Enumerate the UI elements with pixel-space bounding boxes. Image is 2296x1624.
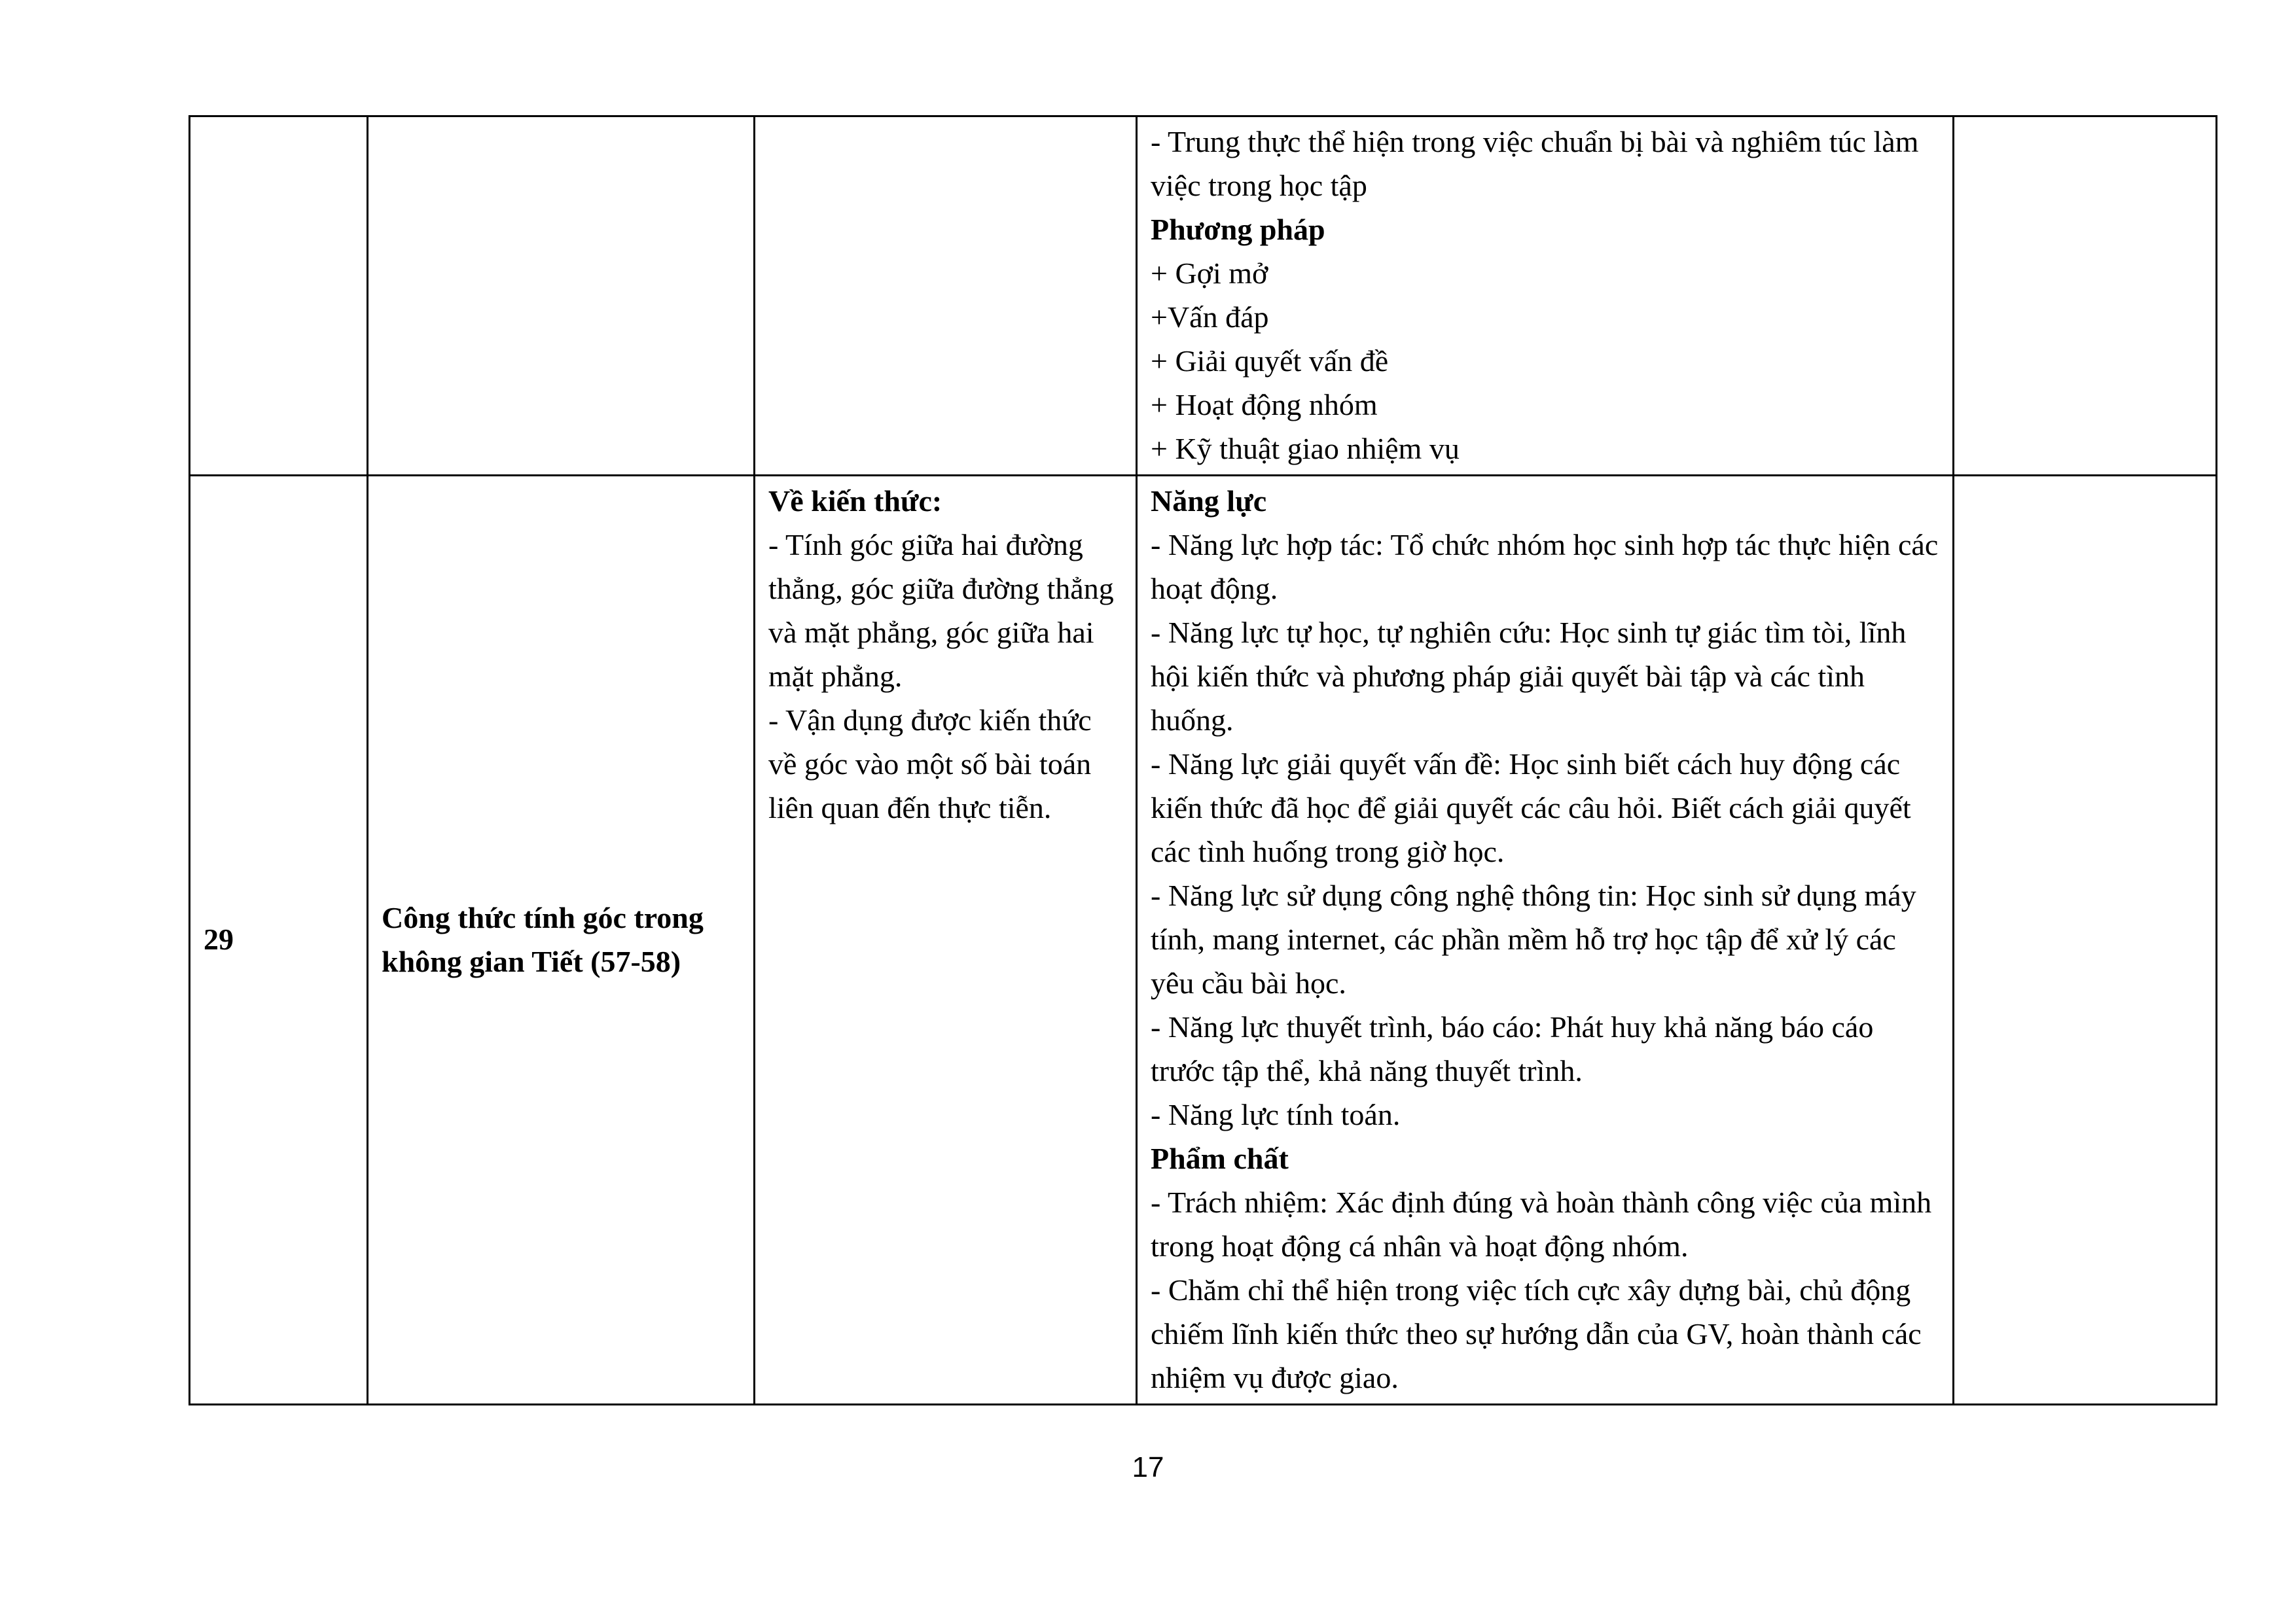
text-line: - Tính góc giữa hai đường thẳng, góc giữa đường thẳng và mặt phẳng, góc giữa hai mặt phẳng. bbox=[768, 528, 1114, 693]
lesson-cell bbox=[368, 116, 755, 476]
notes-cell bbox=[1954, 476, 2217, 1405]
text-line: - Năng lực tự học, tự nghiên cứu: Học sinh tự giác tìm tòi, lĩnh hội kiến thức và phương pháp giải quyết bài tập và các tình huống. bbox=[1151, 616, 1907, 737]
text-line: - Chăm chỉ thể hiện trong việc tích cực xây dựng bài, chủ động chiếm lĩnh kiến thức theo sự hướng dẫn của GV, hoàn thành các nhiệm vụ được giao. bbox=[1151, 1273, 1922, 1394]
section-heading: Năng lực bbox=[1151, 484, 1267, 518]
stt-cell: 29 bbox=[190, 476, 368, 1405]
curriculum-table bbox=[188, 115, 2217, 1405]
text-line: - Năng lực giải quyết vấn đề: Học sinh biết cách huy động các kiến thức đã học để giải quyết các câu hỏi. Biết cách giải quyết các tình huống trong giờ học. bbox=[1151, 747, 1911, 868]
lesson-cell: Công thức tính góc trong không gian Tiết (57-58) bbox=[368, 476, 755, 1405]
text-line: - Trung thực thể hiện trong việc chuẩn bị bài và nghiêm túc làm việc trong học tập bbox=[1151, 125, 1919, 202]
competencies-cell bbox=[1137, 116, 1954, 476]
text-line: - Năng lực tính toán. bbox=[1151, 1098, 1401, 1131]
page-number: 17 bbox=[1132, 1451, 1164, 1483]
text-line: - Vận dụng được kiến thức về góc vào một số bài toán liên quan đến thực tiễn. bbox=[768, 703, 1092, 824]
requirements-cell bbox=[755, 116, 1137, 476]
requirements-cell bbox=[755, 476, 1137, 1405]
text-line: - Năng lực thuyết trình, báo cáo: Phát huy khả năng báo cáo trước tập thể, khả năng thuyết trình. bbox=[1151, 1010, 1874, 1087]
text-line: - Năng lực hợp tác: Tổ chức nhóm học sinh hợp tác thực hiện các hoạt động. bbox=[1151, 528, 1939, 605]
text-line: + Hoạt động nhóm bbox=[1151, 388, 1378, 421]
section-heading: Phương pháp bbox=[1151, 213, 1325, 246]
stt-cell bbox=[190, 116, 368, 476]
table-row bbox=[190, 116, 2217, 476]
text-line: + Kỹ thuật giao nhiệm vụ bbox=[1151, 432, 1460, 465]
text-line: +Vấn đáp bbox=[1151, 300, 1269, 334]
text-line: - Năng lực sử dụng công nghệ thông tin: Học sinh sử dụng máy tính, mang internet, các phần mềm hỗ trợ học tập để xử lý các yêu cầu bài học. bbox=[1151, 879, 1916, 1000]
competencies-cell bbox=[1137, 476, 1954, 1405]
section-heading: Về kiến thức: bbox=[768, 484, 942, 518]
text-line: + Gợi mở bbox=[1151, 256, 1268, 290]
section-heading: Phẩm chất bbox=[1151, 1142, 1289, 1175]
text-line: - Trách nhiệm: Xác định đúng và hoàn thành công việc của mình trong hoạt động cá nhân và hoạt động nhóm. bbox=[1151, 1186, 1932, 1263]
text-line: + Giải quyết vấn đề bbox=[1151, 344, 1389, 378]
notes-cell bbox=[1954, 116, 2217, 476]
table-row bbox=[190, 476, 2217, 1405]
